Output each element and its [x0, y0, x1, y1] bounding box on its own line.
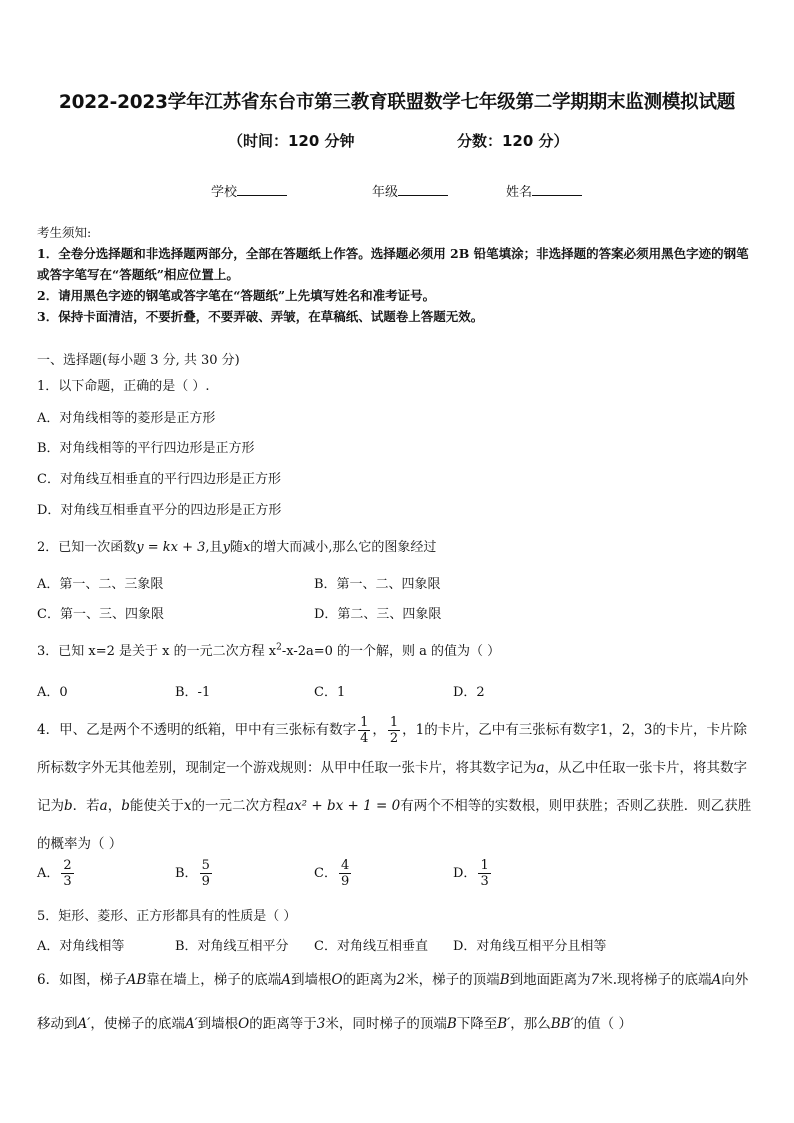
note-item: 3．保持卡面清洁，不要折叠，不要弄破、弄皱，在草稿纸、试题卷上答题无效。 [37, 309, 484, 324]
option-label: A． [37, 866, 60, 881]
fraction-denominator: 9 [340, 874, 350, 889]
q4-text: ，1的卡片，乙中有三张标有数字1，2，3的卡片，卡片除所标数字外无其他差别，现制定一个游戏规则：从甲中任取一张卡片，将其数字记为 [37, 722, 748, 776]
note-item: 2．请用黑色字迹的钢笔或答字笔在“答题纸”上先填写姓名和准考证号。 [37, 288, 436, 303]
question-2-stem [37, 536, 436, 555]
q6-text: 靠在墙上，梯子的底端 [146, 972, 282, 988]
note-item: 1．全卷分选择题和非选择题两部分，全部在答题纸上作答。选择题必须用 2B 铅笔填涂；非选择题的答案必须用黑色字迹的钢笔或答字笔写在“答题纸”相应位置上。 [37, 246, 749, 282]
fraction-numerator: 1 [360, 715, 369, 730]
q6-text: 的距离为 [342, 972, 397, 988]
q4-text: 能使关于 [129, 798, 184, 814]
q3-option-b: B．-1 [175, 685, 211, 700]
fraction-numerator: 4 [340, 858, 350, 873]
q2-text: 的增大而减小,那么它的图象经过 [250, 540, 437, 555]
q4-option-b [175, 858, 214, 889]
q4-text: 有两个不相等的实数根，则甲获胜；否则乙获胜．则乙获胜的概率为（ ） [37, 798, 752, 852]
fraction-denominator: 9 [201, 874, 210, 889]
q4-text: ，从乙中任取一张卡片，将其数字记为 [37, 760, 748, 814]
q6-text: 米，同时梯子的顶端 [325, 1016, 447, 1032]
q2-option-a: A．第一、二、三象限 [37, 577, 164, 592]
name-label: 姓名 [506, 185, 533, 200]
q6-text: 向外移动到 [37, 972, 749, 1032]
q2-var-x: x [242, 540, 251, 555]
q6-var: A′ [77, 1016, 91, 1032]
q6-var: O [238, 1016, 250, 1032]
q1-option-d: D．对角线互相垂直平分的四边形是正方形 [37, 503, 282, 518]
fraction-denominator: 3 [63, 874, 72, 889]
question-6-stem [37, 958, 759, 1046]
q3-option-c: C．1 [314, 685, 346, 700]
q4-text: 4．甲、乙是两个不透明的纸箱，甲中有三张标有数字 [37, 722, 357, 738]
q6-var: A [711, 972, 722, 988]
q6-var: AB [126, 972, 147, 988]
q6-text: 到墙根 [197, 1016, 239, 1032]
option-label: C． [314, 866, 337, 881]
q6-text: 到墙根 [291, 972, 332, 988]
q5-option-c: C．对角线互相垂直 [314, 939, 428, 954]
q4-option-d [453, 858, 493, 889]
question-3-stem [37, 640, 500, 659]
q6-text: 到地面距离为 [509, 972, 591, 988]
fraction-numerator: 1 [480, 858, 489, 873]
q2-option-b: B．第一、二、四象限 [314, 577, 441, 592]
q1-option-b: B．对角线相等的平行四边形是正方形 [37, 441, 255, 456]
fraction-numerator: 5 [201, 858, 210, 873]
name-blank [532, 183, 582, 196]
q2-option-c: C．第一、三、四象限 [37, 607, 164, 622]
q3-option-a: A．0 [37, 685, 68, 700]
q2-formula: y = kx + 3 [136, 540, 206, 555]
q2-option-d: D．第二、三、四象限 [314, 607, 442, 622]
q2-text: ,且 [205, 540, 223, 555]
q6-text: 的值（ ） [573, 1016, 632, 1032]
question-4-stem [37, 711, 759, 863]
q6-var: 7 [590, 972, 600, 988]
grade-field [372, 181, 448, 200]
q1-option-c: C．对角线互相垂直的平行四边形是正方形 [37, 472, 281, 487]
q6-text: 米，梯子的顶端 [405, 972, 500, 988]
q6-text: ，使梯子的底端 [90, 1016, 185, 1032]
q4-var: b [64, 798, 73, 814]
notes-heading: 考生须知: [37, 225, 92, 240]
q6-var: A [281, 972, 292, 988]
q4-text: ， [107, 798, 122, 814]
q6-var: A′ [184, 1016, 198, 1032]
q3-superscript: 2 [276, 642, 282, 653]
q4-var: a [536, 760, 545, 776]
question-1-stem: 1．以下命题，正确的是（ ）. [37, 379, 210, 394]
fraction-denominator: 4 [360, 731, 369, 746]
option-fraction [61, 858, 73, 889]
q6-var: B [499, 972, 510, 988]
q6-var: O [331, 972, 343, 988]
q6-text: 下降至 [456, 1016, 498, 1032]
grade-label: 年级 [372, 185, 399, 200]
q6-var: 3 [316, 1016, 326, 1032]
q4-option-a [37, 858, 76, 889]
page-title: 2022-2023学年江苏省东台市第三教育联盟数学七年级第二学期期末监测模拟试题 [58, 92, 736, 113]
exam-time: （时间：120 分钟 [228, 132, 355, 150]
q4-text: ， [372, 722, 386, 738]
section-heading: 一、选择题(每小题 3 分, 共 30 分) [37, 353, 240, 368]
fraction-numerator: 2 [63, 858, 72, 873]
q5-option-d: D．对角线互相平分且相等 [453, 939, 607, 954]
q2-text: 随 [229, 540, 243, 555]
q4-fraction [358, 715, 370, 746]
fraction-denominator: 2 [389, 731, 399, 746]
q4-fraction [388, 715, 400, 746]
q3-option-d: D．2 [453, 685, 485, 700]
q3-text: -x-2a=0 的一个解，则 a 的值为（ ） [281, 644, 501, 659]
school-blank [237, 183, 287, 196]
q6-text: 米.现将梯子的底端 [599, 972, 712, 988]
exam-score: 分数：120 分） [457, 132, 569, 150]
option-fraction [339, 858, 351, 889]
school-label: 学校 [211, 185, 238, 200]
grade-blank [398, 183, 448, 196]
q6-var: B [446, 1016, 457, 1032]
option-label: B． [175, 866, 198, 881]
option-fraction [200, 858, 212, 889]
q2-var-y: y [222, 540, 230, 555]
q4-var: x [183, 798, 192, 814]
q2-text: 2．已知一次函数 [37, 540, 137, 555]
q6-var: BB′ [550, 1016, 574, 1032]
q3-text: 3．已知 x=2 是关于 x 的一元二次方程 x [37, 644, 277, 659]
q6-text: 的距离等于 [249, 1016, 317, 1032]
q4-var: b [121, 798, 130, 814]
q6-text: ，那么 [510, 1016, 551, 1032]
q4-equation: ax² + bx + 1 = 0 [286, 798, 401, 814]
name-field [506, 181, 582, 200]
q4-option-c [314, 858, 353, 889]
q4-text: 的一元二次方程 [191, 798, 286, 814]
exam-notes [37, 222, 757, 327]
school-field [211, 181, 287, 200]
option-label: D． [453, 866, 477, 881]
fraction-numerator: 1 [389, 715, 399, 730]
fraction-denominator: 3 [480, 874, 489, 889]
q5-option-b: B．对角线互相平分 [175, 939, 289, 954]
question-5-stem: 5．矩形、菱形、正方形都具有的性质是（ ） [37, 909, 297, 924]
q6-var: B′ [497, 1016, 511, 1032]
q6-var: 2 [396, 972, 406, 988]
q5-option-a: A．对角线相等 [37, 939, 125, 954]
option-fraction [478, 858, 490, 889]
q1-option-a: A．对角线相等的菱形是正方形 [37, 411, 216, 426]
q4-text: ．若 [72, 798, 100, 814]
q4-var: a [99, 798, 108, 814]
q6-text: 6．如图，梯子 [37, 972, 127, 988]
